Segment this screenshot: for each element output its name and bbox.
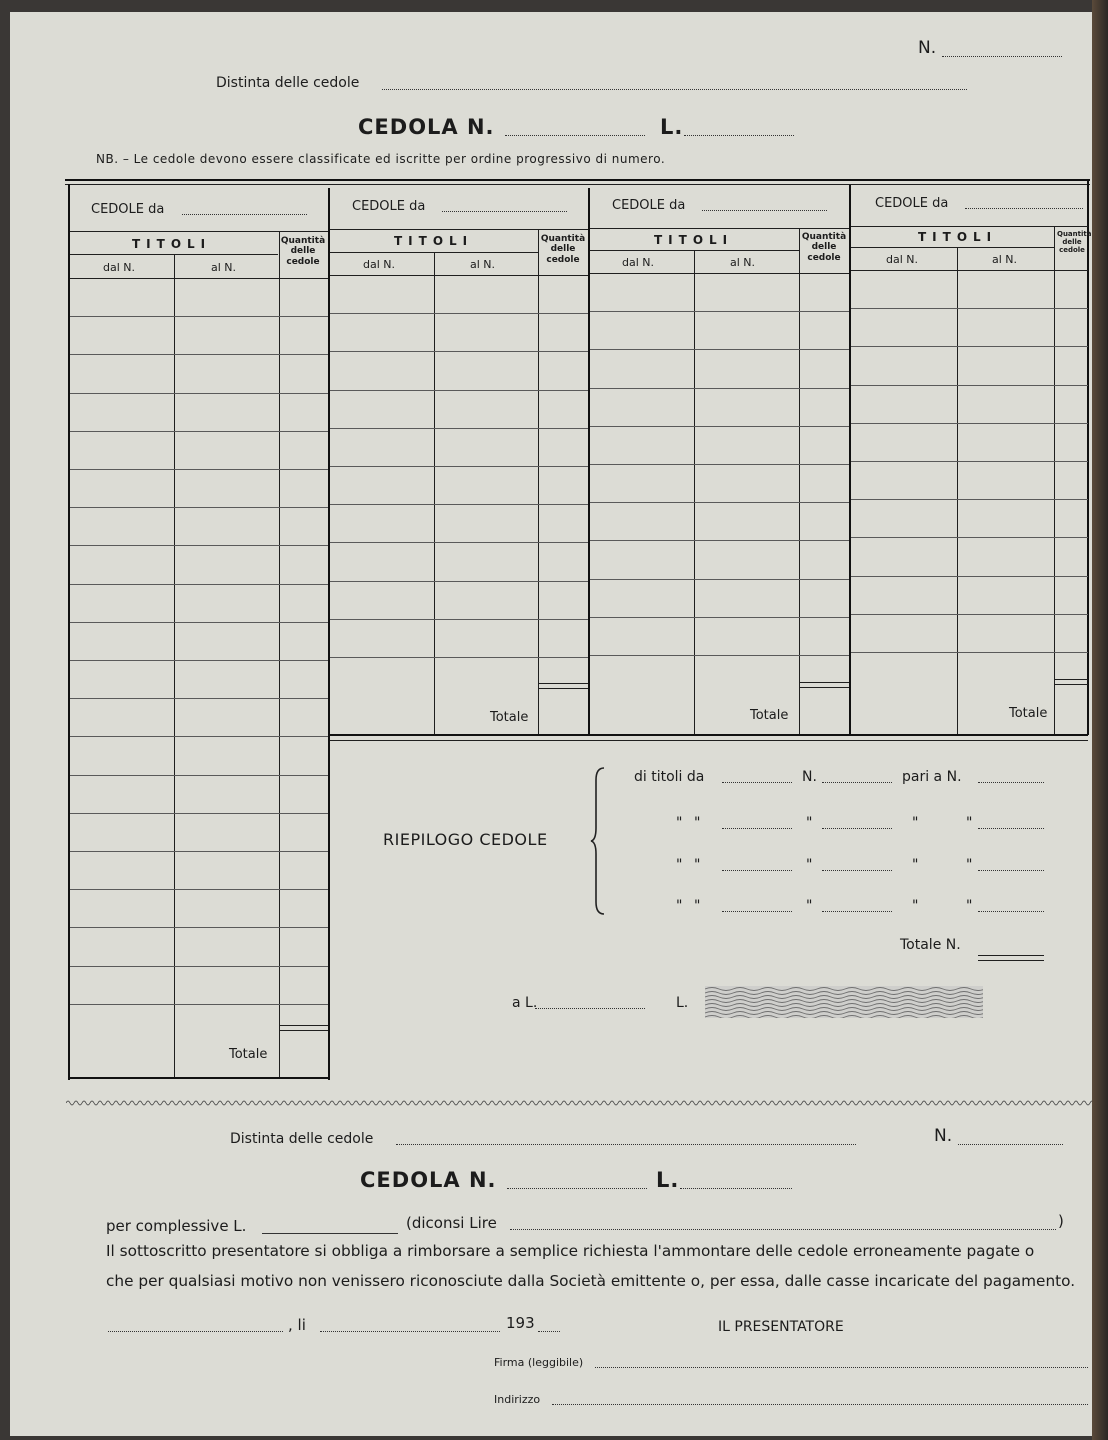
- block4-col-a: [957, 248, 958, 734]
- al-n-1: al N.: [211, 261, 237, 274]
- di-titoli-da: di titoli da: [634, 769, 705, 785]
- ditto-mark: ": [912, 898, 919, 914]
- titoli-3: TITOLI: [654, 233, 734, 247]
- totale-n-label: Totale N.: [900, 937, 961, 953]
- table-row-line: [330, 313, 588, 314]
- riepilogo-field[interactable]: [978, 828, 1044, 829]
- quantita-3: Quantità delle cedole: [801, 232, 847, 263]
- riepilogo-field[interactable]: [978, 870, 1044, 871]
- totale-1: Totale: [229, 1047, 268, 1062]
- totale-n-underline: [978, 960, 1044, 961]
- table-row-line: [851, 537, 1088, 538]
- table-top-border-2: [65, 184, 1090, 185]
- dal-n-4: dal N.: [886, 253, 919, 266]
- table-row-line: [590, 426, 849, 427]
- table-row-line: [590, 655, 849, 656]
- table-row-line: [590, 540, 849, 541]
- firma-label: Firma (leggibile): [494, 1356, 584, 1369]
- table-bottom-border: [68, 1077, 330, 1079]
- firma-field[interactable]: [595, 1367, 1088, 1368]
- year-label: 193: [506, 1314, 535, 1332]
- ditto-mark: ": [694, 815, 701, 831]
- brace-icon: [590, 766, 610, 916]
- l-label: L.: [676, 995, 689, 1011]
- block1-col-b: [279, 231, 280, 1077]
- table-row-line: [70, 889, 328, 890]
- ditto-mark: ": [694, 898, 701, 914]
- table-row-line: [70, 431, 328, 432]
- ditto-mark: ": [806, 857, 813, 873]
- titoli-2: TITOLI: [394, 234, 474, 248]
- totale-2: Totale: [490, 710, 529, 725]
- ditto-mark: ": [806, 898, 813, 914]
- a-lire-label: a L.: [512, 995, 538, 1011]
- block1-rows-top: [70, 278, 328, 279]
- table-row-line: [70, 927, 328, 928]
- block2-header-line: [330, 229, 588, 230]
- table-row-line: [70, 469, 328, 470]
- table-row-line: [70, 698, 328, 699]
- dal-n-2: dal N.: [363, 258, 396, 271]
- li-label: , li: [288, 1316, 306, 1334]
- presentatore-label: IL PRESENTATORE: [718, 1319, 844, 1335]
- table-row-line: [851, 614, 1088, 615]
- number-field[interactable]: [942, 56, 1062, 57]
- date-field[interactable]: [320, 1331, 500, 1332]
- block4-total-line-2: [1054, 684, 1088, 685]
- table-row-line: [70, 736, 328, 737]
- pari-a-n: pari a N.: [902, 769, 962, 785]
- al-n-4: al N.: [992, 253, 1018, 266]
- riepilogo-field[interactable]: [978, 911, 1044, 912]
- lire-label: L.: [660, 115, 684, 139]
- table-row-line: [330, 351, 588, 352]
- cedole-da-1: CEDOLE da: [91, 202, 165, 217]
- ditto-mark: ": [912, 815, 919, 831]
- amount-security-pattern: [705, 986, 983, 1018]
- block2-total-line-2: [538, 688, 588, 689]
- number-label: N.: [918, 38, 937, 58]
- riepilogo-field[interactable]: [722, 828, 792, 829]
- table-row-line: [851, 385, 1088, 386]
- lire-field[interactable]: [684, 135, 794, 136]
- table-row-line: [330, 428, 588, 429]
- dal-n-1: dal N.: [103, 261, 136, 274]
- table-left-border: [68, 184, 70, 1080]
- al-n-3: al N.: [730, 256, 756, 269]
- block4-col-b: [1054, 226, 1055, 734]
- col-divider-2: [588, 188, 590, 736]
- block1-total-line-2: [279, 1030, 328, 1031]
- block3-col-a: [694, 251, 695, 734]
- table-row-line: [70, 393, 328, 394]
- obligation-line-1: Il sottoscritto presentatore si obbliga a rimborsare a semplice richiesta l'ammontare delle cedole erroneamente pagate o: [106, 1242, 1035, 1260]
- cedola-title-2: CEDOLA N.: [360, 1168, 497, 1192]
- place-field[interactable]: [108, 1331, 283, 1332]
- table-row-line: [70, 813, 328, 814]
- table-row-line: [330, 390, 588, 391]
- al-n-2: al N.: [470, 258, 496, 271]
- table-row-line: [70, 584, 328, 585]
- number-label-2: N.: [934, 1126, 953, 1146]
- table-row-line: [70, 775, 328, 776]
- columns-bottom-border-2: [330, 740, 1088, 741]
- totale-3: Totale: [750, 708, 789, 723]
- per-complessive-label: per complessive L.: [106, 1217, 247, 1235]
- table-row-line: [330, 657, 588, 658]
- table-row-line: [851, 652, 1088, 653]
- table-row-line: [851, 308, 1088, 309]
- quantita-1: Quantità delle cedole: [280, 236, 326, 267]
- riepilogo-field[interactable]: [822, 911, 892, 912]
- obligation-line-2: che per qualsiasi motivo non venissero riconosciute dalla Società emittente o, per essa, dalle casse incaricate del pagamento.: [106, 1272, 1076, 1290]
- table-row-line: [851, 499, 1088, 500]
- block4-subheader-line: [851, 247, 1054, 248]
- table-top-border: [65, 179, 1090, 181]
- table-row-line: [330, 619, 588, 620]
- cedole-da-2-field[interactable]: [442, 211, 567, 212]
- note-text: NB. – Le cedole devono essere classificate ed iscritte per ordine progressivo di numero.: [96, 152, 666, 166]
- col-divider-1: [328, 188, 330, 1080]
- block1-col-a: [174, 255, 175, 1077]
- a-lire-field[interactable]: [535, 1008, 645, 1009]
- table-row-line: [590, 388, 849, 389]
- table-row-line: [330, 542, 588, 543]
- ditto-mark: ": [912, 857, 919, 873]
- block1-header-line: [70, 231, 328, 232]
- totale-4: Totale: [1009, 706, 1048, 721]
- table-row-line: [590, 502, 849, 503]
- indirizzo-field[interactable]: [552, 1404, 1088, 1405]
- table-row-line: [70, 545, 328, 546]
- titoli-da-field[interactable]: [722, 782, 792, 783]
- titoli-1: TITOLI: [132, 237, 212, 251]
- ditto-mark: ": [966, 815, 973, 831]
- columns-bottom-border: [330, 734, 1088, 736]
- table-row-line: [590, 579, 849, 580]
- block2-col-b: [538, 229, 539, 734]
- block4-total-line-1: [1054, 679, 1088, 680]
- riepilogo-n-field[interactable]: [822, 782, 892, 783]
- table-row-line: [70, 354, 328, 355]
- cedola-number-field-2[interactable]: [507, 1188, 647, 1189]
- ditto-mark: ": [966, 857, 973, 873]
- table-row-line: [70, 316, 328, 317]
- riepilogo-field[interactable]: [722, 870, 792, 871]
- titoli-4: TITOLI: [918, 230, 998, 244]
- lire-label-2: L.: [656, 1168, 680, 1192]
- table-row-line: [590, 617, 849, 618]
- cedole-da-3-field[interactable]: [702, 210, 827, 211]
- table-row-line: [70, 851, 328, 852]
- diconsi-lire-label: (diconsi Lire: [406, 1214, 497, 1232]
- ditto-mark: ": [694, 857, 701, 873]
- indirizzo-label: Indirizzo: [494, 1393, 541, 1406]
- year-field[interactable]: [538, 1331, 560, 1332]
- ditto-mark: ": [676, 857, 683, 873]
- table-row-line: [70, 660, 328, 661]
- cedole-da-1-field[interactable]: [182, 214, 307, 215]
- table-row-line: [590, 464, 849, 465]
- per-complessive-field[interactable]: [262, 1233, 398, 1234]
- tear-off-perforation: [66, 1096, 1092, 1110]
- riepilogo-label: RIEPILOGO CEDOLE: [383, 830, 548, 849]
- block3-header-line: [590, 228, 849, 229]
- riepilogo-field[interactable]: [822, 870, 892, 871]
- table-row-line: [70, 507, 328, 508]
- cedole-da-2: CEDOLE da: [352, 199, 426, 214]
- cedole-da-4: CEDOLE da: [875, 196, 949, 211]
- closing-paren: ): [1058, 1212, 1064, 1230]
- totale-n-field[interactable]: [978, 955, 1044, 956]
- table-row-line: [70, 622, 328, 623]
- block4-header-line: [851, 226, 1088, 227]
- block3-col-b: [799, 228, 800, 734]
- cedola-number-field[interactable]: [505, 135, 645, 136]
- number-field-2[interactable]: [958, 1144, 1063, 1145]
- table-row-line: [590, 349, 849, 350]
- block3-total-line-2: [799, 687, 849, 688]
- quantita-2: Quantità delle cedole: [540, 234, 586, 265]
- cedole-da-3: CEDOLE da: [612, 198, 686, 213]
- table-row-line: [851, 461, 1088, 462]
- diconsi-lire-field[interactable]: [510, 1229, 1056, 1230]
- table-row-line: [330, 466, 588, 467]
- page-edge: [1092, 0, 1108, 1440]
- quantita-4: Quantità delle cedole: [1057, 230, 1092, 255]
- distinta-label-2: Distinta delle cedole: [230, 1131, 374, 1147]
- table-row-line: [851, 346, 1088, 347]
- cedole-da-4-field[interactable]: [965, 208, 1083, 209]
- block2-rows-top: [330, 275, 588, 276]
- riepilogo-field[interactable]: [722, 911, 792, 912]
- distinta-field-2[interactable]: [396, 1144, 856, 1145]
- table-row-line: [330, 504, 588, 505]
- cedola-title: CEDOLA N.: [358, 115, 495, 139]
- block1-total-line-1: [279, 1025, 328, 1026]
- dal-n-3: dal N.: [622, 256, 655, 269]
- riepilogo-n: N.: [802, 769, 817, 785]
- distinta-label: Distinta delle cedole: [216, 75, 360, 91]
- block3-rows-top: [590, 273, 849, 274]
- table-row-line: [851, 576, 1088, 577]
- block3-total-line-1: [799, 682, 849, 683]
- ditto-mark: ": [676, 815, 683, 831]
- block4-rows-top: [851, 270, 1088, 271]
- table-row-line: [330, 581, 588, 582]
- distinta-field[interactable]: [382, 89, 967, 90]
- ditto-mark: ": [806, 815, 813, 831]
- ditto-mark: ": [966, 898, 973, 914]
- table-row-line: [70, 966, 328, 967]
- lire-field-2[interactable]: [680, 1188, 792, 1189]
- block2-col-a: [434, 253, 435, 734]
- ditto-mark: ": [676, 898, 683, 914]
- block2-total-line-1: [538, 683, 588, 684]
- riepilogo-field[interactable]: [822, 828, 892, 829]
- pari-a-field[interactable]: [978, 782, 1044, 783]
- table-row-line: [70, 1004, 328, 1005]
- table-row-line: [590, 311, 849, 312]
- table-row-line: [851, 423, 1088, 424]
